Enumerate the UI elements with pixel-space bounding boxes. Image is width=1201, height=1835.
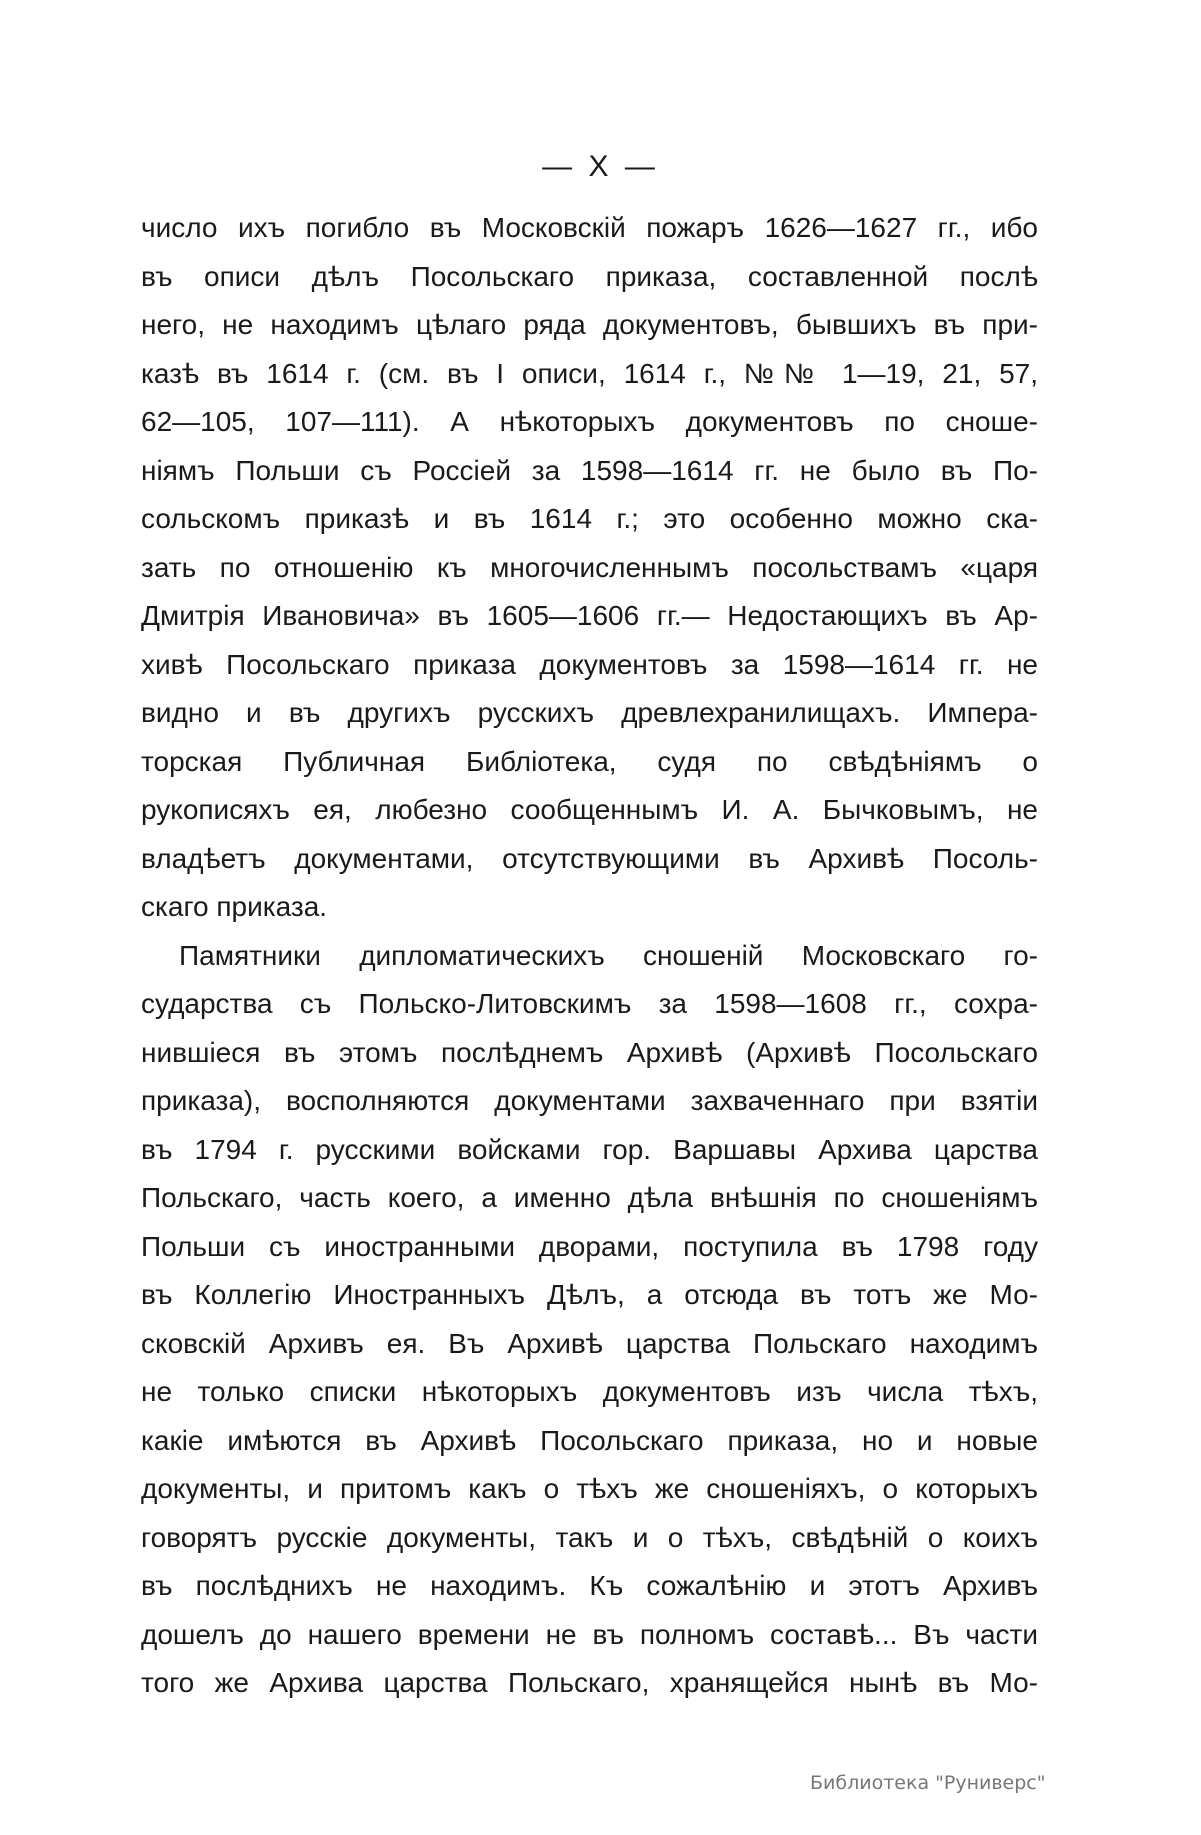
text-line: зать по отношенію къ многочисленнымъ посольствамъ «царя [141,551,1038,583]
text-line: въ послѣднихъ не находимъ. Къ сожалѣнію и этотъ Архивъ [141,1570,1038,1601]
text-line: какіе имѣются въ Архивѣ Посольскаго приказа, но и новые [141,1424,1038,1456]
text-line: Дмитрія Ивановича» въ 1605—1606 гг.— Недостающихъ въ Ар- [141,600,1038,631]
text-line: видно и въ другихъ русскихъ древлехранилищахъ. Импера- [141,697,1038,728]
text-line: рукописяхъ ея, любезно сообщеннымъ И. А. Бычковымъ, не [141,794,1038,825]
text-line: владѣетъ документами, отсутствующими въ Архивѣ Посоль- [141,842,1038,874]
text-line: документы, и притомъ какъ о тѣхъ же сношеніяхъ, о которыхъ [141,1473,1038,1504]
text-line: него, не находимъ цѣлаго ряда документовъ, бывшихъ въ при- [141,309,1038,340]
paragraph [141,932,1038,1708]
text-line: ніямъ Польши съ Россіей за 1598—1614 гг. не было въ По- [141,454,1038,486]
text-line: въ описи дѣлъ Посольскаго приказа, составленной послѣ [141,260,1038,292]
page-body [141,204,1038,1708]
text-line: казѣ въ 1614 г. (см. въ I описи, 1614 г., №№ 1—19, 21, 57, [141,357,1038,389]
text-line: сударства съ Польско-Литовскимъ за 1598—1608 гг., сохра- [141,988,1038,1019]
text-line: 62—105, 107—111). А нѣкоторыхъ документовъ по сноше- [141,406,1038,437]
text-line: Польскаго, часть коего, а именно дѣла внѣшнія по сношеніямъ [141,1182,1038,1213]
text-line: приказа), восполняются документами захваченнаго при взятіи [141,1085,1038,1116]
page-number: — X — [542,150,659,183]
text-line: сковскій Архивъ ея. Въ Архивѣ царства Польскаго находимъ [141,1327,1038,1359]
text-line: торская Публичная Библіотека, судя по свѣдѣніямъ о [141,745,1038,777]
text-line: Польши съ иностранными дворами, поступила въ 1798 году [141,1230,1038,1262]
text-line: дошелъ до нашего времени не въ полномъ составѣ... Въ части [141,1618,1038,1650]
text-line: нившіеся въ этомъ послѣднемъ Архивѣ (Архивѣ Посольскаго [141,1036,1038,1068]
text-line: не только списки нѣкоторыхъ документовъ изъ числа тѣхъ, [141,1376,1038,1407]
text-line: число ихъ погибло въ Московскій пожаръ 1626—1627 гг., ибо [141,212,1038,243]
paragraph [141,204,1038,932]
text-line: въ 1794 г. русскими войсками гор. Варшавы Архива царства [141,1133,1038,1165]
text-line: говорятъ русскіе документы, такъ и о тѣхъ, свѣдѣній о коихъ [141,1521,1038,1553]
library-watermark: Библиотека "Руниверс" [810,1772,1046,1794]
text-line: сольскомъ приказѣ и въ 1614 г.; это особенно можно ска- [141,503,1038,534]
text-line: хивѣ Посольскаго приказа документовъ за 1598—1614 гг. не [141,648,1038,680]
text-line: скаго приказа. [141,891,328,922]
text-line: въ Коллегію Иностранныхъ Дѣлъ, а отсюда въ тотъ же Мо- [141,1279,1038,1310]
text-line: Памятники дипломатическихъ сношеній Московскаго го- [179,939,1038,971]
text-line: того же Архива царства Польскаго, хранящейся нынѣ въ Мо- [141,1667,1038,1698]
